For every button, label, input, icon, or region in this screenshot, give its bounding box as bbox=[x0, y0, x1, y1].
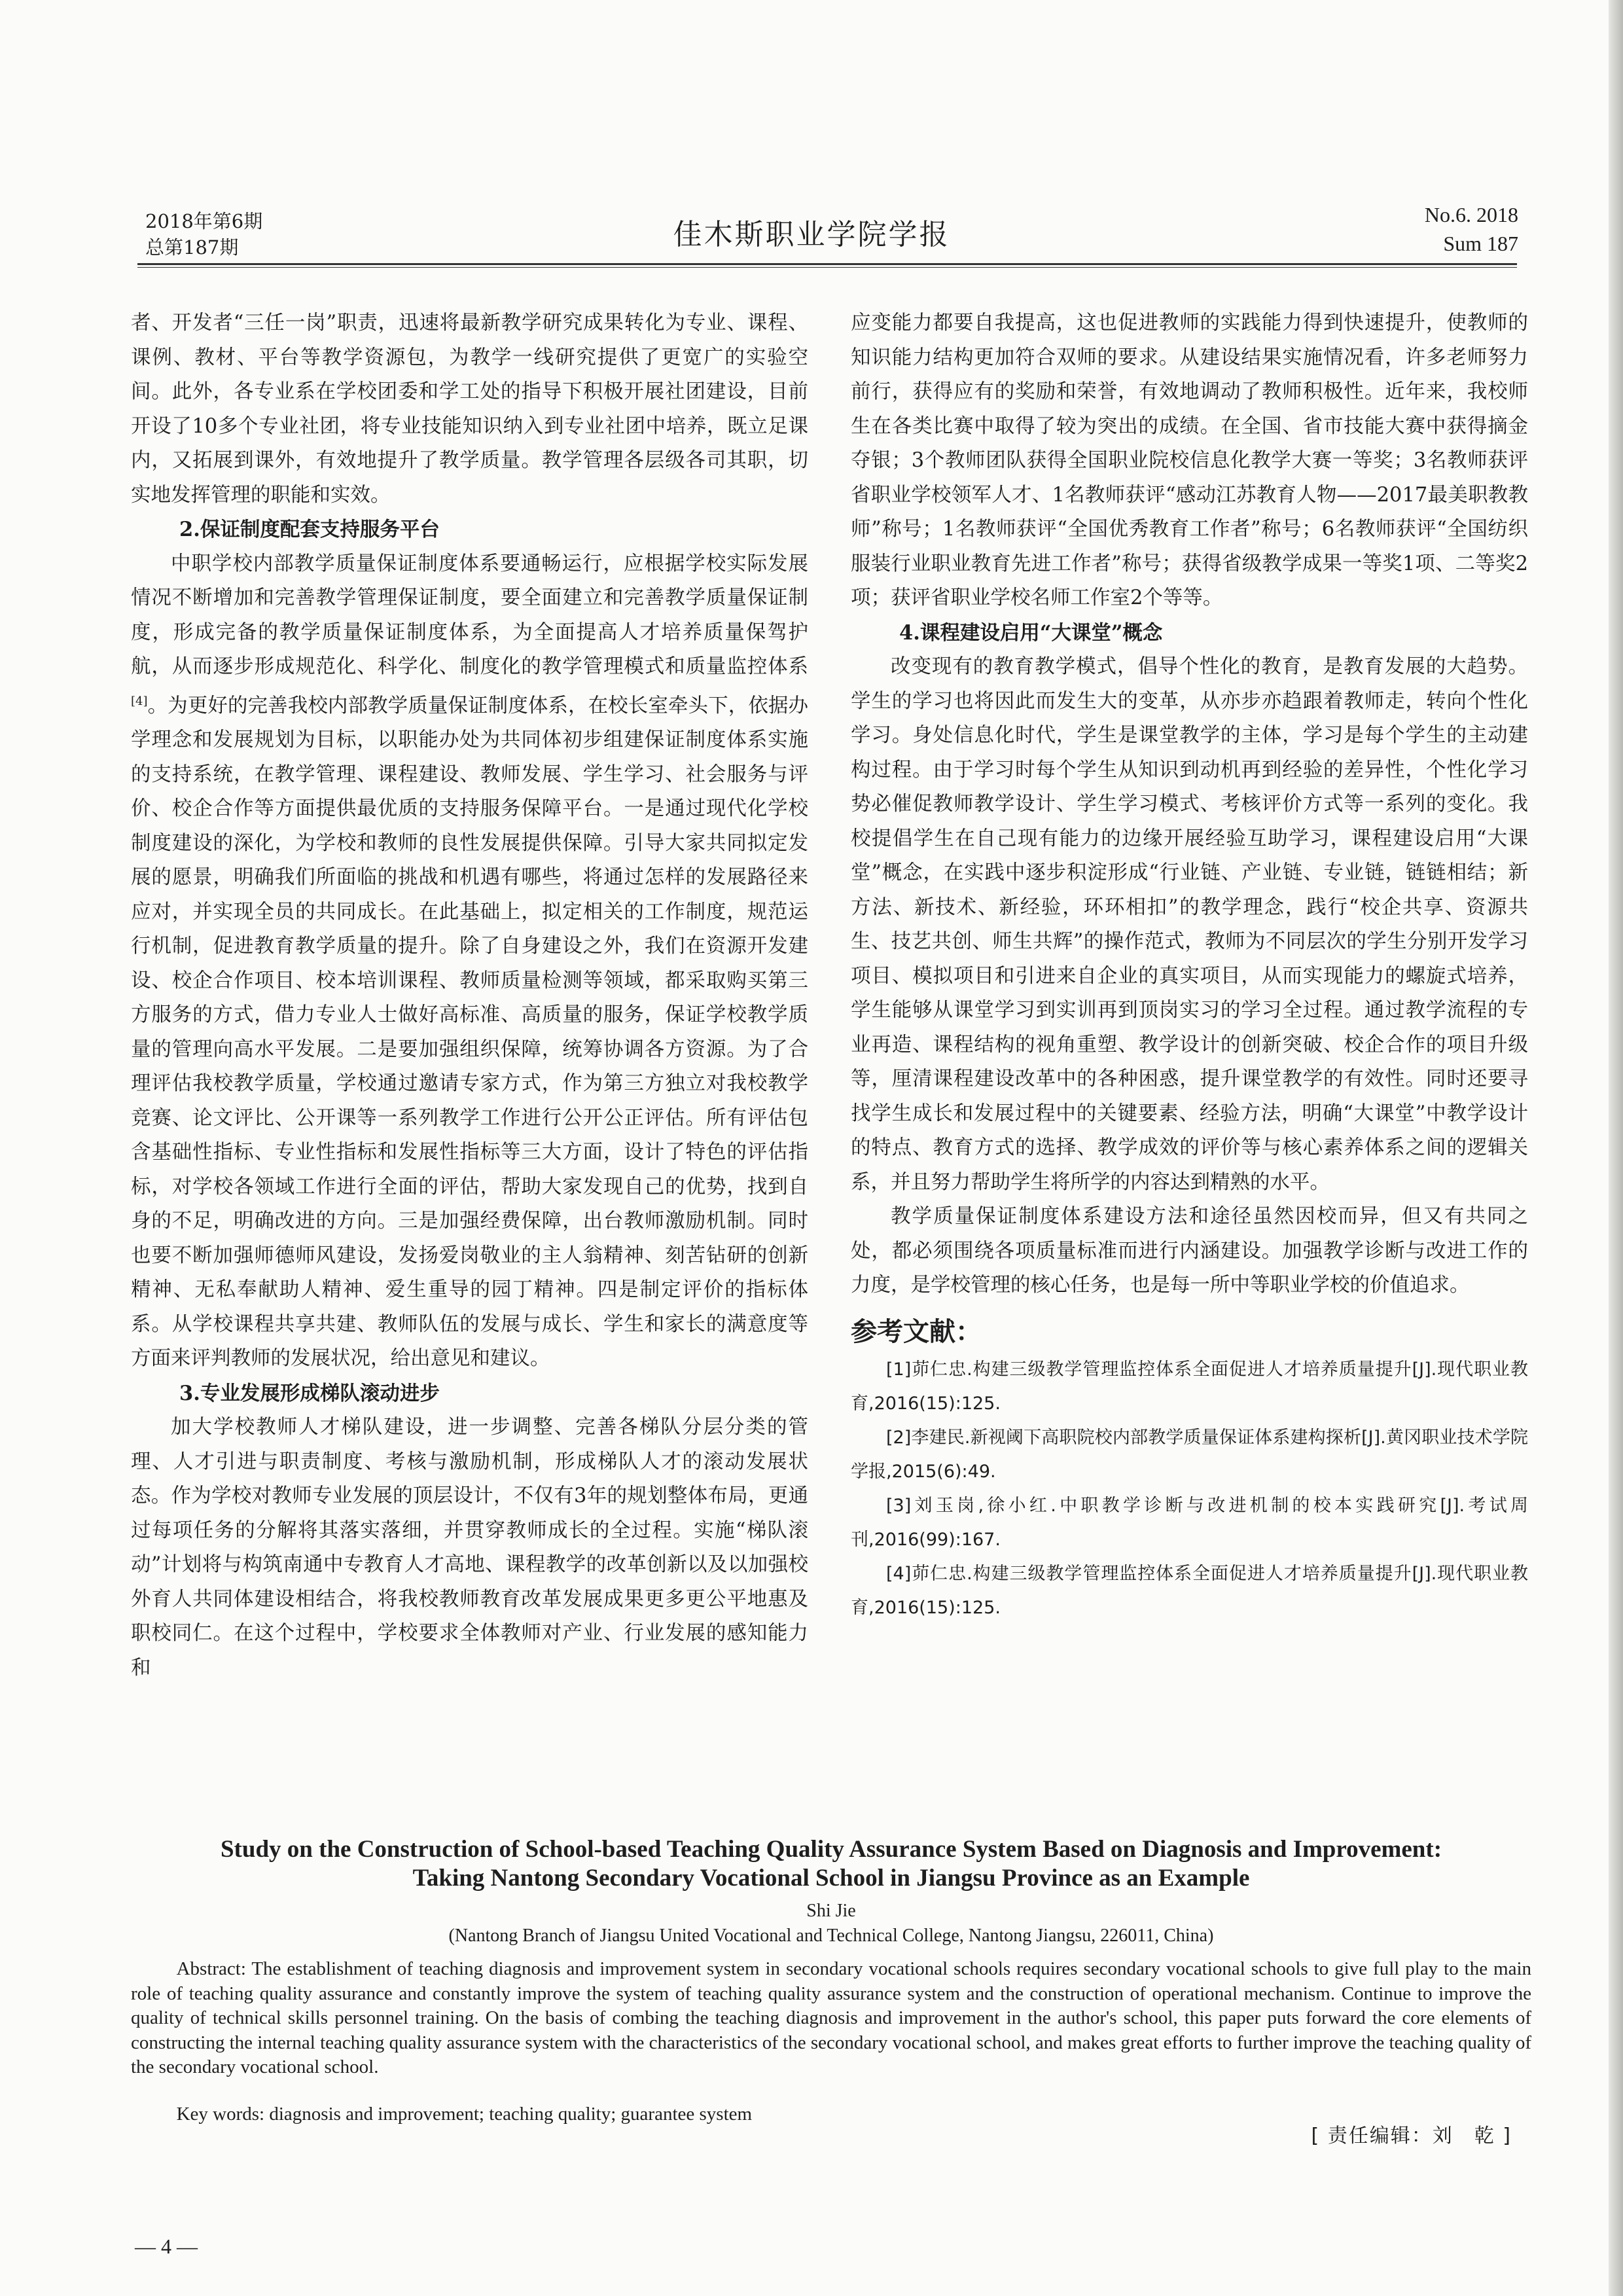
responsible-editor: [ 责任编辑：刘 乾 ] bbox=[1311, 2125, 1512, 2147]
references-title: 参考文献： bbox=[851, 1316, 982, 1347]
left-column bbox=[131, 306, 808, 1685]
journal-title: 佳木斯职业学院学报 bbox=[673, 218, 950, 251]
english-author: Shi Jie bbox=[806, 1901, 856, 1921]
paragraph: 者、开发者“三任一岗”职责，迅速将最新教学研究成果转化为专业、课程、课例、教材、平台等教学资源包，为教学一线研究提供了更宽广的实验空间。此外，各专业系在学校团委和学工处的指导下积极开展社团建设，目前开设了10多个专业社团，将专业技能知识纳入到专业社团中培养，既立足课内，又拓展到课外，有效地提升了教学质量。教学管理各层级各司其职，切实地发挥管理的职能和实效。 bbox=[131, 312, 808, 507]
header-issue-en: No.6. 2018 bbox=[1424, 203, 1518, 226]
reference-item: [2]李建民.新视阈下高职院校内部教学质量保证体系建构探析[J].黄冈职业技术学院学报,2015(6):49. bbox=[851, 1427, 1528, 1482]
paragraph-text: 。为更好的完善我校内部教学质量保证制度体系，在校长室牵头下，依据办学理念和发展规划为目标，以职能办处为共同体初步组建保证制度体系实施的支持系统，在教学管理、课程建设、教师发展、学生学习、社会服务与评价、校企合作等方面提供最优质的支持服务保障平台。一是通过现代化学校制度建设的深化，为学校和教师的良性发展提供保障。引导大家共同拟定发展的愿景，明确我们所面临的挑战和机遇有哪些，将通过怎样的发展路径来应对，并实现全员的共同成长。在此基础上，拟定相关的工作制度，规范运行机制，促进教育教学质量的提升。除了自身建设之外，我们在资源开发建设、校企合作项目、校本培训课程、教师质量检测等领域，都采取购买第三方服务的方式，借力专业人士做好高标准、高质量的服务，保证学校教学质量的管理向高水平发展。二是要加强组织保障，统筹协调各方资源。为了合理评估我校教学质量，学校通过邀请专家方式，作为第三方独立对我校教学竞赛、论文评比、公开课等一系列教学工作进行公开公正评估。所有评估包含基础性指标、专业性指标和发展性指标等三大方面，设计了特色的评估指标，对学校各领域工作进行全面的评估，帮助大家发现自己的优势，找到自身的不足，明确改进的方向。三是加强经费保障，出台教师激励机制。同时也要不断加强师德师风建设，发扬爱岗敬业的主人翁精神、刻苦钻研的创新精神、无私奉献助人精神、爱生重导的园丁精神。四是制定评价的指标体系。从学校课程共享共建、教师队伍的发展与成长、学生和家长的满意度等方面来评判教师的发展状况，给出意见和建议。 bbox=[131, 694, 808, 1371]
reference-item: [4]茆仁忠.构建三级教学管理监控体系全面促进人才培养质量提升[J].现代职业教育,2016(15):125. bbox=[851, 1563, 1528, 1618]
section-heading: 4.课程建设启用“大课堂”概念 bbox=[899, 620, 1163, 645]
english-title bbox=[131, 1835, 1531, 1893]
reference-item: [3]刘玉岗,徐小红.中职教学诊断与改进机制的校本实践研究[J].考试周刊,2016(99):167. bbox=[851, 1495, 1528, 1550]
citation-mark: [4] bbox=[131, 694, 148, 708]
english-title-line: Taking Nantong Secondary Vocational School in Jiangsu Province as an Example bbox=[412, 1865, 1250, 1892]
header-total-en: Sum 187 bbox=[1443, 232, 1518, 255]
paragraph: 改变现有的教育教学模式，倡导个性化的教育，是教育发展的大趋势。学生的学习也将因此而发生大的变革，从亦步亦趋跟着教师走，转向个性化学习。身处信息化时代，学生是课堂教学的主体，学习是每个学生的主动建构过程。由于学习时每个学生从知识到动机再到经验的差异性，个性化学习势必催促教师教学设计、学生学习模式、考核评价方式等一系列的变化。我校提倡学生在自己现有能力的边缘开展经验互助学习，课程建设启用“大课堂”概念，在实践中逐步积淀形成“行业链、产业链、专业链，链链相结；新方法、新技术、新经验，环环相扣”的教学理念，践行“校企共享、资源共生、技艺共创、师生共辉”的操作范式，教师为不同层次的学生分别开发学习项目、模拟项目和引进来自企业的真实项目，从而实现能力的螺旋式培养，学生能够从课堂学习到实训再到顶岗实习的学习全过程。通过教学流程的专业再造、课程结构的视角重塑、教学设计的创新突破、校企合作的项目升级等，厘清课程建设改革中的各种困惑，提升课堂教学的有效性。同时还要寻找学生成长和发展过程中的关键要素、经验方法，明确“大课堂”中教学设计的特点、教育方式的选择、教学成效的评价等与核心素养体系之间的逻辑关系，并且努力帮助学生将所学的内容达到精熟的水平。 bbox=[851, 655, 1528, 1194]
paragraph: 加大学校教师人才梯队建设，进一步调整、完善各梯队分层分类的管理、人才引进与职责制度、考核与激励机制，形成梯队人才的滚动发展状态。作为学校对教师专业发展的顶层设计，不仅有3年的规划整体布局，更通过每项任务的分解将其落实落细，并贯穿教师成长的全过程。实施“梯队滚动”计划将与构筑南通中专教育人才高地、课程教学的改革创新以及以加强校外育人共同体建设相结合，将我校教师教育改革发展成果更多更公平地惠及职校同仁。在这个过程中，学校要求全体教师对产业、行业发展的感知能力和 bbox=[131, 1416, 808, 1679]
english-title-line: Study on the Construction of School-based Teaching Quality Assurance System Based on Diagnosis and Improvement: bbox=[220, 1836, 1442, 1863]
header-rule-thin bbox=[137, 267, 1517, 268]
section-heading: 3.专业发展形成梯队滚动进步 bbox=[179, 1381, 440, 1405]
page-number: — 4 — bbox=[135, 2234, 198, 2258]
english-keywords: Key words: diagnosis and improvement; teaching quality; guarantee system bbox=[176, 2104, 753, 2125]
reference-item: [1]茆仁忠.构建三级教学管理监控体系全面促进人才培养质量提升[J].现代职业教育,2016(15):125. bbox=[851, 1359, 1528, 1414]
paragraph-text: 中职学校内部教学质量保证制度体系要通畅运行，应根据学校实际发展情况不断增加和完善教学管理保证制度，要全面建立和完善教学质量保证制度，形成完备的教学质量保证制度体系，为全面提高人才培养质量保驾护航，从而逐步形成规范化、科学化、制度化的教学管理模式和质量监控体系 bbox=[131, 552, 808, 678]
section-heading: 2.保证制度配套支持服务平台 bbox=[179, 518, 440, 541]
header-rule bbox=[137, 263, 1517, 265]
english-abstract: Abstract: The establishment of teaching diagnosis and improvement system in secondary vocational schools requires secondary vocational schools to give full play to the main role of teaching quality assurance and constantly improve the system of teaching quality assurance system and the construction of operational mechanism. Continue to improve the quality of technical skills personnel training. On the basis of combing the teaching diagnosis and improvement in the author's school, this paper puts forward the core elements of constructing the internal teaching quality assurance system with the characteristics of the secondary vocational school, and makes great efforts to further improve the teaching quality of the secondary vocational school. bbox=[131, 1958, 1531, 2077]
paragraph bbox=[131, 547, 808, 1376]
header-issue-en-block bbox=[1425, 200, 1518, 258]
header-total: 总第187期 bbox=[145, 236, 239, 259]
english-affiliation: (Nantong Branch of Jiangsu United Vocational and Technical College, Nantong Jiangsu, 226011, China) bbox=[448, 1926, 1214, 1946]
paragraph: 教学质量保证制度体系建设方法和途径虽然因校而异，但又有共同之处，都必须围绕各项质量标准而进行内涵建设。加强教学诊断与改进工作的力度，是学校管理的核心任务，也是每一所中等职业学校的价值追求。 bbox=[851, 1205, 1528, 1297]
right-column bbox=[851, 306, 1528, 1625]
paragraph: 应变能力都要自我提高，这也促进教师的实践能力得到快速提升，使教师的知识能力结构更加符合双师的要求。从建设结果实施情况看，许多老师努力前行，获得应有的奖励和荣誉，有效地调动了教师积极性。近年来，我校师生在各类比赛中取得了较为突出的成绩。在全国、省市技能大赛中获得摘金夺银；3个教师团队获得全国职业院校信息化教学大赛一等奖；3名教师获评省职业学校领军人才、1名教师获评“感动江苏教育人物——2017最美职教教师”称号；1名教师获评“全国优秀教育工作者”称号；6名教师获评“全国纺织服装行业职业教育先进工作者”称号；获得省级教学成果一等奖1项、二等奖2项；获评省职业学校名师工作室2个等等。 bbox=[851, 312, 1528, 609]
header-issue: 2018年第6期 bbox=[145, 210, 263, 232]
scan-edge-shadow bbox=[1609, 0, 1623, 2296]
